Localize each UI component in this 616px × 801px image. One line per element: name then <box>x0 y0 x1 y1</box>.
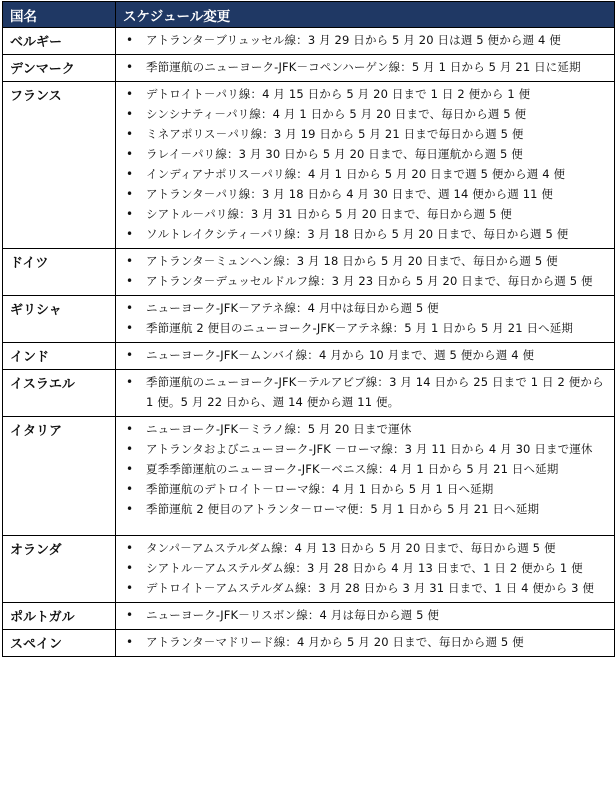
schedule-change-cell <box>116 630 615 657</box>
schedule-change-item: • デトロイト－パリ線：4 月 15 日から 5 月 20 日まで 1 日 2 便から 1 便 <box>116 84 608 104</box>
table-row <box>3 417 615 536</box>
schedule-change-cell <box>116 603 615 630</box>
country-cell: ベルギー <box>3 28 116 55</box>
country-cell: オランダ <box>3 536 116 603</box>
schedule-change-cell <box>116 249 615 296</box>
schedule-change-item: • 季節運航のニューヨーク-JFK－コペンハーゲン線：5 月 1 日から 5 月 21 日に延期 <box>116 57 608 77</box>
table-row <box>3 370 615 417</box>
schedule-change-item: • アトランタ－マドリード線：4 月から 5 月 20 日まで、毎日から週 5 便 <box>116 632 608 652</box>
country-cell: イスラエル <box>3 370 116 417</box>
schedule-change-item: • アトランタおよびニューヨーク-JFK －ローマ線：3 月 11 日から 4 月 30 日まで運休 <box>116 439 608 459</box>
table-row <box>3 82 615 249</box>
schedule-change-cell <box>116 343 615 370</box>
schedule-change-list <box>116 419 608 519</box>
schedule-change-item: • アトランタ－ブリュッセル線：3 月 29 日から 5 月 20 日は週 5 便から週 4 便 <box>116 30 608 50</box>
schedule-change-item: • アトランタ－ミュンヘン線：3 月 18 日から 5 月 20 日まで、毎日から週 5 便 <box>116 251 608 271</box>
table-row <box>3 343 615 370</box>
schedule-change-cell <box>116 55 615 82</box>
schedule-change-list <box>116 84 608 244</box>
table-row <box>3 55 615 82</box>
table-body <box>3 28 615 657</box>
schedule-change-cell <box>116 296 615 343</box>
schedule-change-cell <box>116 417 615 536</box>
schedule-change-item: • アトランタ－パリ線：3 月 18 日から 4 月 30 日まで、週 14 便から週 11 便 <box>116 184 608 204</box>
schedule-change-item: • インディアナポリス－パリ線：4 月 1 日から 5 月 20 日まで週 5 便から週 4 便 <box>116 164 608 184</box>
schedule-change-item: • タンパ－アムステルダム線：4 月 13 日から 5 月 20 日まで、毎日から週 5 便 <box>116 538 608 558</box>
schedule-change-item: • ミネアポリス－パリ線：3 月 19 日から 5 月 21 日まで毎日から週 5 便 <box>116 124 608 144</box>
schedule-change-cell <box>116 82 615 249</box>
schedule-change-list <box>116 251 608 291</box>
table-row <box>3 536 615 603</box>
country-cell: イタリア <box>3 417 116 536</box>
table-row <box>3 249 615 296</box>
schedule-change-list <box>116 57 608 77</box>
schedule-change-item: • シアトル－アムステルダム線：3 月 28 日から 4 月 13 日まで、1 日 2 便から 1 便 <box>116 558 608 578</box>
schedule-change-item: • 季節運航のニューヨーク-JFK－テルアビブ線：3 月 14 日から 25 日まで 1 日 2 便から 1 便。5 月 22 日から、週 14 便から週 11 便。 <box>116 372 608 412</box>
schedule-change-cell <box>116 536 615 603</box>
schedule-change-list <box>116 345 608 365</box>
country-cell: ギリシャ <box>3 296 116 343</box>
schedule-change-item: • 季節運航のデトロイト－ローマ線：4 月 1 日から 5 月 1 日へ延期 <box>116 479 608 499</box>
schedule-change-item: • ニューヨーク-JFK－リスボン線：4 月は毎日から週 5 便 <box>116 605 608 625</box>
changes-column-header: スケジュール変更 <box>116 2 615 28</box>
schedule-change-list <box>116 298 608 338</box>
schedule-change-item: • 季節運航 2 便目のアトランタ－ローマ便：5 月 1 日から 5 月 21 日へ延期 <box>116 499 608 519</box>
table-row <box>3 28 615 55</box>
table-row <box>3 296 615 343</box>
schedule-change-item: • ソルトレイクシティ－パリ線：3 月 18 日から 5 月 20 日まで、毎日から週 5 便 <box>116 224 608 244</box>
schedule-change-item: • アトランタ－デュッセルドルフ線：3 月 23 日から 5 月 20 日まで、毎日から週 5 便 <box>116 271 608 291</box>
schedule-change-list <box>116 538 608 598</box>
country-cell: スペイン <box>3 630 116 657</box>
schedule-change-item: • 季節運航 2 便目のニューヨーク-JFK－アテネ線：5 月 1 日から 5 月 21 日へ延期 <box>116 318 608 338</box>
schedule-changes-table <box>2 1 615 657</box>
schedule-change-item: • 夏季季節運航のニューヨーク-JFK－ベニス線：4 月 1 日から 5 月 21 日へ延期 <box>116 459 608 479</box>
country-cell: インド <box>3 343 116 370</box>
schedule-change-list <box>116 30 608 50</box>
schedule-change-item: • シンシナティ－パリ線：4 月 1 日から 5 月 20 日まで、毎日から週 5 便 <box>116 104 608 124</box>
schedule-change-item: • デトロイト－アムステルダム線：3 月 28 日から 3 月 31 日まで、1 日 4 便から 3 便 <box>116 578 608 598</box>
country-cell: フランス <box>3 82 116 249</box>
country-cell: ドイツ <box>3 249 116 296</box>
country-cell: ポルトガル <box>3 603 116 630</box>
schedule-change-list <box>116 632 608 652</box>
schedule-change-item: • ニューヨーク-JFK－ミラノ線：5 月 20 日まで運休 <box>116 419 608 439</box>
table-header-row <box>3 2 615 28</box>
table-row <box>3 630 615 657</box>
schedule-change-list <box>116 605 608 625</box>
schedule-change-cell <box>116 28 615 55</box>
schedule-change-item: • ニューヨーク-JFK－アテネ線：4 月中は毎日から週 5 便 <box>116 298 608 318</box>
table-row <box>3 603 615 630</box>
schedule-change-list <box>116 372 608 412</box>
schedule-change-item: • シアトル－パリ線：3 月 31 日から 5 月 20 日まで、毎日から週 5 便 <box>116 204 608 224</box>
schedule-change-item: • ニューヨーク-JFK－ムンバイ線：4 月から 10 月まで、週 5 便から週 4 便 <box>116 345 608 365</box>
schedule-change-item: • ラレイ－パリ線：3 月 30 日から 5 月 20 日まで、毎日運航から週 5 便 <box>116 144 608 164</box>
schedule-change-cell <box>116 370 615 417</box>
country-cell: デンマーク <box>3 55 116 82</box>
country-column-header: 国名 <box>3 2 116 28</box>
